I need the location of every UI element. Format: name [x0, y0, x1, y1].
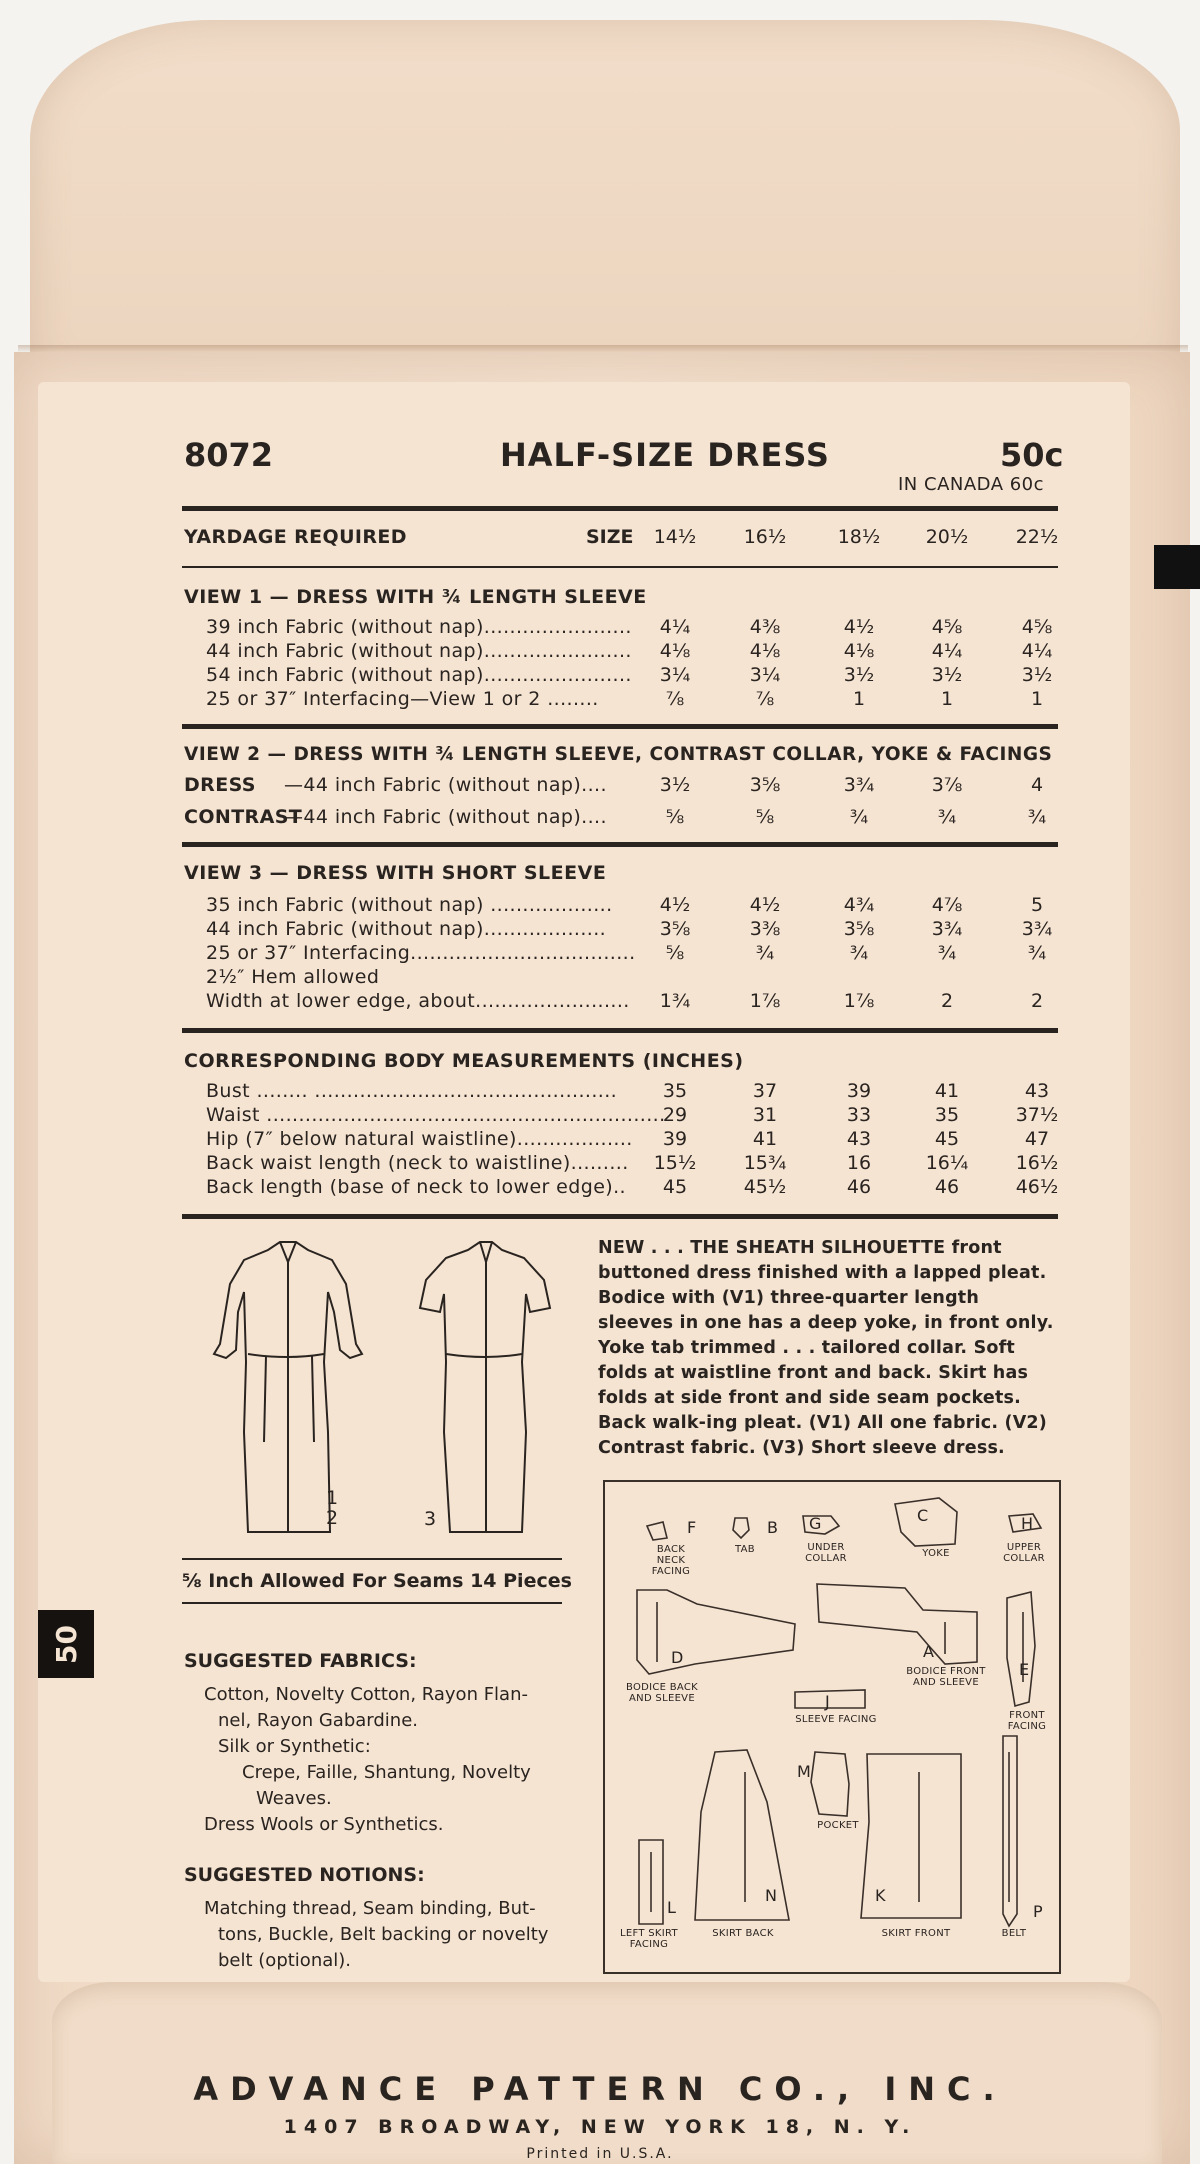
- piece-p-label: BELT: [1001, 1928, 1027, 1939]
- view3-heading: VIEW 3 — DRESS WITH SHORT SLEEVE: [184, 862, 607, 884]
- size-value: 16½: [743, 526, 787, 548]
- pattern-description: NEW . . . THE SHEATH SILHOUETTE front buttoned dress finished with a lapped pleat. Bodice with (V1) three-quarter length sleeves in one has a deep yoke, in front only. Yoke tab trimmed . . . tailored collar. Soft folds at waistline front and back. Skirt has folds at side front and side seam pockets. Back walk-ing pleat. (V1) All one fabric. (V2) Contrast fabric. (V3) Short sleeve dress.: [598, 1238, 1054, 1458]
- piece-c-letter: C: [917, 1506, 929, 1525]
- piece-h-label: UPPER COLLAR: [1003, 1542, 1045, 1564]
- view3-row: Width at lower edge, about........................ 1¾ 1⅞ 1⅞ 2 2: [206, 990, 1044, 1012]
- rule: [182, 506, 1058, 511]
- view1-heading: VIEW 1 — DRESS WITH ¾ LENGTH SLEEVE: [184, 586, 647, 608]
- piece-k-letter: K: [875, 1886, 886, 1905]
- piece-j-label: SLEEVE FACING: [795, 1714, 877, 1725]
- view2-row: CONTRAST —44 inch Fabric (without nap).... ⅝ ⅝ ¾ ¾ ¾: [184, 806, 1047, 828]
- price-canada: IN CANADA 60c: [898, 474, 1045, 495]
- collar: [480, 1242, 492, 1262]
- piece-p-outline: [1003, 1736, 1017, 1926]
- size-value: 14½: [653, 526, 697, 548]
- piece-f-label: BACK NECK FACING: [651, 1544, 691, 1577]
- pattern-title: HALF-SIZE DRESS: [500, 436, 830, 474]
- piece-l-label: LEFT SKIRT FACING: [620, 1928, 678, 1950]
- rule: [182, 842, 1058, 847]
- rule: [182, 1558, 562, 1560]
- piece-b-outline: [733, 1518, 749, 1538]
- pattern-pieces-diagram: [603, 1480, 1061, 1974]
- view3-row: 35 inch Fabric (without nap) ................... 4½ 4½ 4¾ 4⅞ 5: [206, 894, 1044, 916]
- edge-marker: [1154, 545, 1200, 589]
- piece-a-label: BODICE FRONT AND SLEEVE: [906, 1666, 986, 1688]
- envelope-top-flap: [30, 20, 1180, 380]
- measurement-row: Back length (base of neck to lower edge).. 45 45½ 46 46 46½: [206, 1176, 1059, 1198]
- piece-e-outline: [1007, 1592, 1035, 1706]
- company-address: 1407 BROADWAY, NEW YORK 18, N. Y.: [283, 2116, 917, 2138]
- piece-h-letter: H: [1021, 1514, 1034, 1533]
- rule: [182, 724, 1058, 729]
- yardage-heading: YARDAGE REQUIRED: [184, 526, 407, 548]
- piece-m-letter: M: [797, 1762, 811, 1781]
- rule: [182, 566, 1058, 568]
- view2-row: DRESS —44 inch Fabric (without nap).... 3½ 3⅝ 3¾ 3⅞ 4: [184, 774, 1044, 796]
- pattern-number: 8072: [184, 436, 274, 474]
- view1-row: 44 inch Fabric (without nap)....................... 4⅛ 4⅛ 4⅛ 4¼ 4¼: [206, 640, 1053, 662]
- rule: [182, 1602, 562, 1604]
- waistline: [446, 1354, 522, 1357]
- piece-e-label: FRONT FACING: [1007, 1710, 1047, 1732]
- measurement-row: Back waist length (neck to waistline)......... 15½ 15¾ 16 16¼ 16½: [206, 1152, 1059, 1174]
- measurement-row: Hip (7″ below natural waistline).................. 39 41 43 45 47: [206, 1128, 1050, 1150]
- suggested-notions: SUGGESTED NOTIONS: Matching thread, Seam binding, But- tons, Buckle, Belt backing or novelty belt (optional).: [184, 1864, 549, 1971]
- piece-p-letter: P: [1033, 1902, 1043, 1921]
- view3-row: 25 or 37″ Interfacing................................... ⅝ ¾ ¾ ¾ ¾: [206, 942, 1047, 964]
- view1-row: 25 or 37″ Interfacing—View 1 or 2 ........ ⅞ ⅞ 1 1 1: [206, 688, 1044, 710]
- view1-row: 39 inch Fabric (without nap)....................... 4¼ 4⅜ 4½ 4⅝ 4⅝: [206, 616, 1053, 638]
- piece-n-label: SKIRT BACK: [712, 1928, 774, 1939]
- view-label: 1 2: [326, 1487, 339, 1529]
- piece-m-outline: [811, 1752, 849, 1816]
- piece-f-outline: [647, 1522, 667, 1540]
- suggested-fabrics: SUGGESTED FABRICS: Cotton, Novelty Cotton, Rayon Flan- nel, Rayon Gabardine. Silk or Synthetic: Crepe, Faille, Shantung, Novelty Weaves. Dress Wools or Synthetics.: [184, 1650, 531, 1835]
- view3-row: 2½″ Hem allowed: [206, 966, 380, 988]
- piece-l-letter: L: [667, 1898, 676, 1917]
- piece-f-letter: F: [687, 1518, 697, 1537]
- piece-b-label: TAB: [735, 1544, 755, 1555]
- piece-g-letter: G: [809, 1514, 822, 1533]
- rule: [182, 1214, 1058, 1219]
- view1-row: 54 inch Fabric (without nap)....................... 3¼ 3¼ 3½ 3½ 3½: [206, 664, 1053, 686]
- body-measurements-heading: CORRESPONDING BODY MEASUREMENTS (INCHES): [184, 1050, 744, 1072]
- piece-c-label: YOKE: [922, 1548, 950, 1559]
- size-value: 22½: [1015, 526, 1059, 548]
- piece-n-letter: N: [765, 1886, 777, 1905]
- price: 50c: [1000, 436, 1064, 474]
- view-label: 3: [424, 1508, 437, 1530]
- size-tab: 50: [38, 1610, 94, 1678]
- view2-heading: VIEW 2 — DRESS WITH ¾ LENGTH SLEEVE, CONTRAST COLLAR, YOKE & FACINGS: [184, 744, 1053, 765]
- piece-m-label: POCKET: [817, 1820, 859, 1831]
- seams-note: ⅝ Inch Allowed For Seams 14 Pieces: [182, 1570, 572, 1592]
- rule: [182, 1028, 1058, 1033]
- grainline-arrows: [651, 1602, 1023, 1912]
- piece-d-label: BODICE BACK AND SLEEVE: [625, 1682, 699, 1704]
- piece-g-label: UNDER COLLAR: [805, 1542, 847, 1564]
- piece-b-letter: B: [767, 1518, 778, 1537]
- size-header-row: [184, 526, 1058, 552]
- piece-d-outline: [637, 1590, 795, 1674]
- collar: [280, 1242, 296, 1262]
- piece-j-letter: J: [825, 1692, 830, 1711]
- company-name: ADVANCE PATTERN CO., INC.: [193, 2070, 1007, 2108]
- piece-k-label: SKIRT FRONT: [881, 1928, 951, 1939]
- piece-d-letter: D: [671, 1648, 684, 1667]
- size-label: SIZE: [586, 526, 634, 548]
- size-value: 20½: [925, 526, 969, 548]
- dress-illustration: [200, 1232, 560, 1552]
- view3-row: 44 inch Fabric (without nap)................... 3⅝ 3⅜ 3⅝ 3¾ 3¾: [206, 918, 1053, 940]
- piece-e-letter: E: [1019, 1660, 1030, 1679]
- measurement-row: Waist .............................................................. 29 31 33 35 37½: [206, 1104, 1059, 1126]
- printed-in: Printed in U.S.A.: [526, 2146, 674, 2162]
- size-value: 18½: [837, 526, 881, 548]
- piece-j-outline: [795, 1690, 865, 1708]
- piece-a-outline: [817, 1584, 977, 1664]
- measurement-row: Bust ........ ............................................... 35 37 39 41 43: [206, 1080, 1050, 1102]
- piece-a-letter: A: [923, 1642, 934, 1661]
